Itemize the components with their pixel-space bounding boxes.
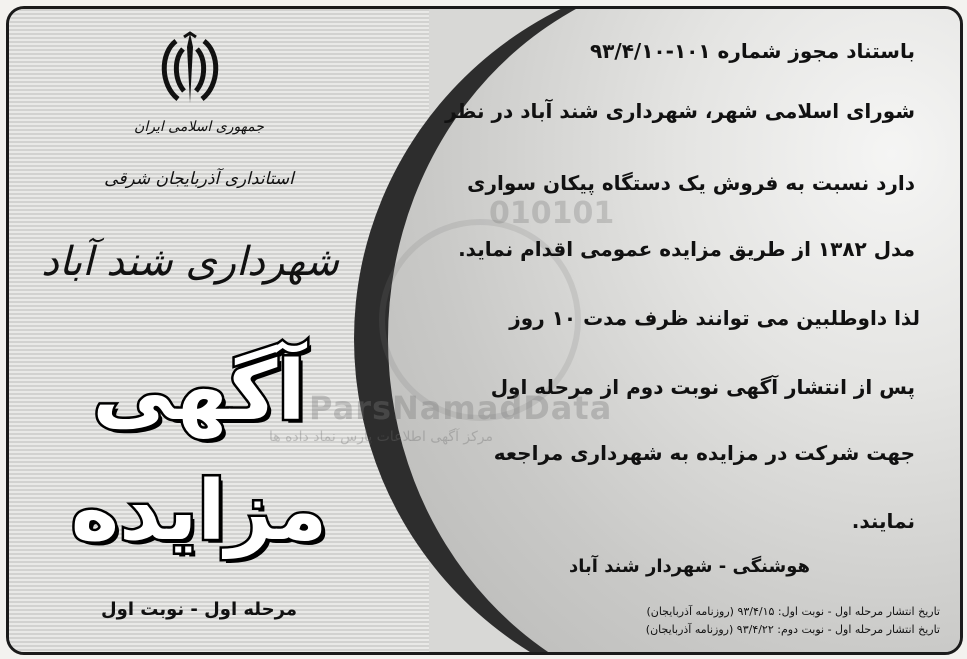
iran-emblem-icon xyxy=(146,29,234,109)
body-line: شورای اسلامی شهر، شهرداری شند آباد در نظر xyxy=(445,99,915,123)
notice-word: آگهی xyxy=(92,344,306,439)
watermark-brand: ParsNamadData xyxy=(309,389,613,427)
publish-date-first: تاریخ انتشار مرحله اول - نوبت اول: ۹۳/۴/۱۵ (روزنامه آذربایجان) xyxy=(646,605,940,618)
government-line: جمهوری اسلامی ایران xyxy=(134,119,264,135)
notice-frame xyxy=(6,6,963,655)
body-line: جهت شرکت در مزایده به شهرداری مراجعه xyxy=(493,441,915,465)
body-line: مدل ۱۳۸۲ از طریق مزایده عمومی اقدام نماید. xyxy=(458,237,915,261)
auction-word: مزایده xyxy=(70,464,328,559)
body-line: پس از انتشار آگهی نوبت دوم از مرحله اول xyxy=(490,375,915,399)
body-line: لذا داوطلبین می توانند ظرف مدت ۱۰ روز xyxy=(509,306,920,330)
publish-date-second: تاریخ انتشار مرحله اول - نوبت دوم: ۹۳/۴/۲۲ (روزنامه آذربایجان) xyxy=(645,623,940,636)
body-line: باستناد مجوز شماره ۱۰۱-۹۳/۴/۱۰ xyxy=(589,39,915,63)
municipality-name: شهرداری شند آباد xyxy=(41,239,339,285)
body-line: نمایند. xyxy=(851,509,915,533)
province-line: استانداری آذربایجان شرقی xyxy=(104,169,294,189)
watermark-digits: 010101 xyxy=(489,196,615,231)
body-line: دارد نسبت به فروش یک دستگاه پیکان سواری xyxy=(467,171,915,195)
watermark-subtitle: مرکز آگهی اطلاعات پارس نماد داده ها xyxy=(269,429,494,445)
signature: هوشنگی - شهردار شند آباد xyxy=(569,556,810,577)
stage-label: مرحله اول - نوبت اول xyxy=(101,599,297,620)
